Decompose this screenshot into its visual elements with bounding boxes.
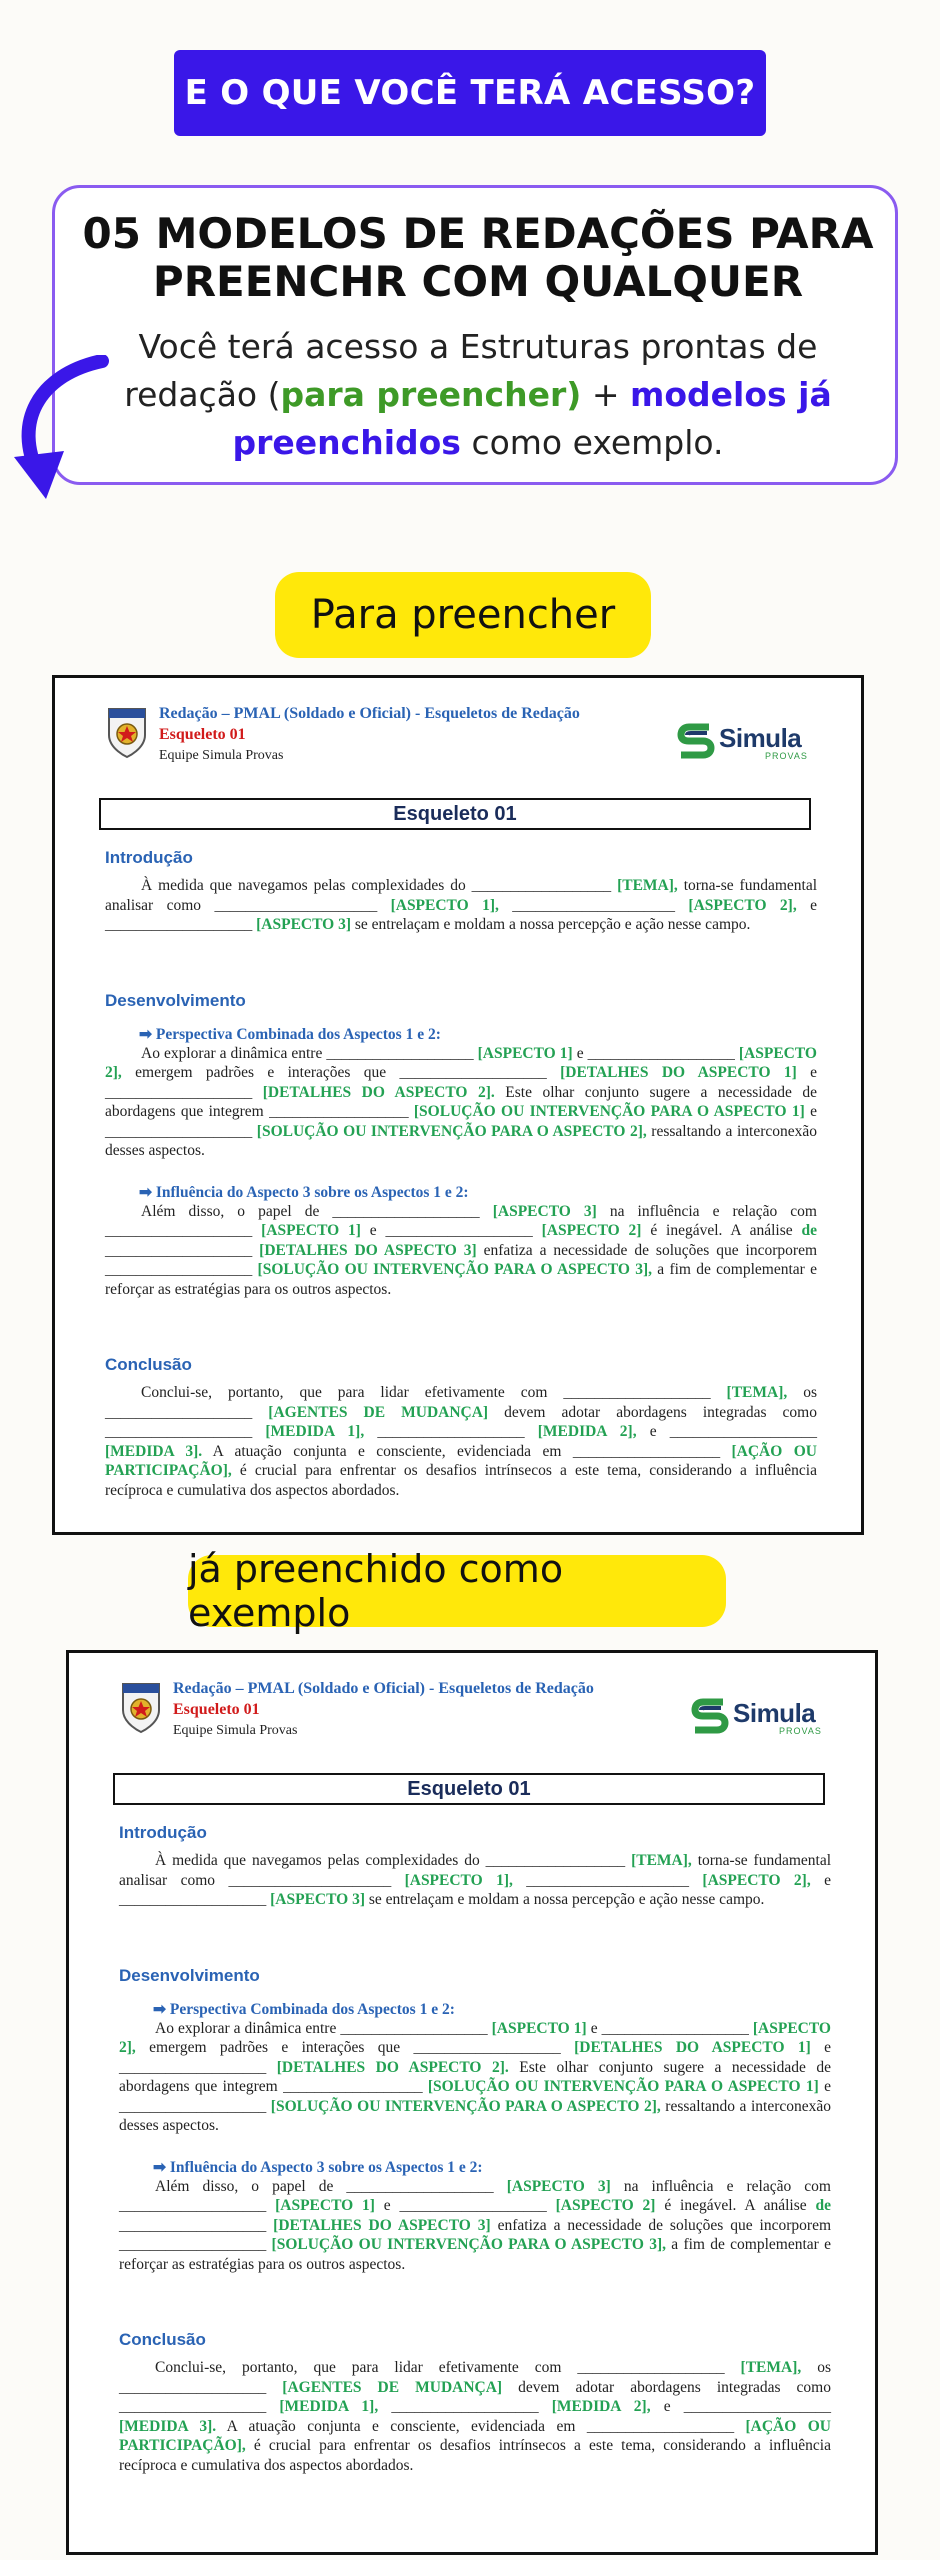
skeleton-title-box: Esqueleto 01 — [113, 1773, 825, 1805]
paragraph-desenvolvimento-1: Ao explorar a dinâmica entre ___________________ [ASPECTO 1] e ___________________ [ASPECTO 2], emergem padrões e interações que ___________________ [DETALHES DO ASPECTO 1] e ___________________ [DETALHES DO ASPECTO 2]. Este olhar conjunto sugere a necessidade de abordagens que integrem __________________ [SOLUÇÃO OU INTERVENÇÃO PARA O ASPECTO 1] e ___________________ [SOLUÇÃO OU INTERVENÇÃO PARA O ASPECTO 2], ressaltando a interconexão desses aspectos. — [105, 1044, 818, 1159]
section-heading-conclusao: Conclusão — [105, 1355, 192, 1374]
section-heading-introducao: Introdução — [105, 848, 193, 867]
section-heading-conclusao: Conclusão — [119, 2330, 206, 2349]
document-body — [105, 703, 817, 1500]
paragraph-introducao: À medida que navegamos pelas complexidades do __________________ [TEMA], torna-se fundamental analisar como _____________________ [ASPECTO 1], _____________________ [ASPECTO 2], e ___________________ [ASPECTO 3] se entrelaçam e moldam a nossa percepção e ação nesse campo. — [119, 1852, 832, 1908]
logo-tag: PROVAS — [765, 751, 808, 761]
paragraph-desenvolvimento-2: Além disso, o papel de ___________________ [ASPECTO 3] na influência e relação com ___________________ [ASPECTO 1] e ___________________ [ASPECTO 2] é inegável. A análise de ___________________ [DETALHES DO ASPECTO 3] enfatiza a necessidade de soluções que incorporem ___________________ [SOLUÇÃO OU INTERVENÇÃO PARA O ASPECTO 3], a fim de complementar e reforçar as estratégias para os outros aspectos. — [105, 1202, 817, 1298]
header-text — [159, 703, 580, 766]
subheading-influencia: ➡ Influência do Aspecto 3 sobre os Aspectos 1 e 2: — [153, 2158, 483, 2176]
header-title: Redação – PMAL (Soldado e Oficial) - Esqueletos de Redação — [159, 705, 580, 722]
header-team: Equipe Simula Provas — [159, 748, 284, 763]
crest-icon — [105, 705, 149, 759]
simula-s-icon — [691, 1696, 729, 1736]
subheading-perspectiva: ➡ Perspectiva Combinada dos Aspectos 1 e 2: — [153, 2000, 455, 2018]
section-heading-introducao: Introdução — [119, 1823, 207, 1842]
curved-arrow-icon — [6, 355, 116, 505]
simula-logo — [677, 721, 807, 765]
intro-title-line2: PREENCHR COM QUALQUER — [152, 257, 804, 306]
document-header — [119, 1678, 831, 1773]
paragraph-conclusao: Conclui-se, portanto, que para lidar efetivamente com ___________________ [TEMA], os ___________________ [AGENTES DE MUDANÇA] devem adotar abordagens integradas como ___________________ [MEDIDA 1], ___________________ [MEDIDA 2], e ___________________ [MEDIDA 3]. A atuação conjunta e consciente, evidenciada em ___________________ [AÇÃO OU PARTICIPAÇÃO], é crucial para enfrentar os desafios intrínsecos a este tema, considerando a influência recíproca e cumulativa dos aspectos abordados. — [119, 2359, 831, 2474]
section-heading-desenvolvimento: Desenvolvimento — [105, 990, 246, 1010]
logo-word: Simula — [719, 723, 802, 753]
skeleton-title-box: Esqueleto 01 — [99, 798, 811, 830]
intro-text-end: como exemplo. — [460, 423, 724, 462]
intro-text-part1: Você terá acesso a Estruturas prontas de redação ( — [124, 327, 818, 414]
paragraph-desenvolvimento-1: Ao explorar a dinâmica entre ___________________ [ASPECTO 1] e ___________________ [ASPECTO 2], emergem padrões e interações que ___________________ [DETALHES DO ASPECTO 1] e ___________________ [DETALHES DO ASPECTO 2]. Este olhar conjunto sugere a necessidade de abordagens que integrem __________________ [SOLUÇÃO OU INTERVENÇÃO PARA O ASPECTO 1] e ___________________ [SOLUÇÃO OU INTERVENÇÃO PARA O ASPECTO 2], ressaltando a interconexão desses aspectos. — [119, 2019, 832, 2134]
section-heading-desenvolvimento: Desenvolvimento — [119, 1965, 260, 1985]
subheading-influencia: ➡ Influência do Aspecto 3 sobre os Aspectos 1 e 2: — [139, 1183, 469, 1201]
intro-text — [95, 323, 861, 467]
header-team: Equipe Simula Provas — [173, 1723, 298, 1738]
simula-s-icon — [677, 721, 715, 761]
pill-para-preencher: Para preencher — [275, 572, 651, 658]
paragraph-conclusao: Conclui-se, portanto, que para lidar efetivamente com ___________________ [TEMA], os ___________________ [AGENTES DE MUDANÇA] devem adotar abordagens integradas como ___________________ [MEDIDA 1], ___________________ [MEDIDA 2], e ___________________ [MEDIDA 3]. A atuação conjunta e consciente, evidenciada em ___________________ [AÇÃO OU PARTICIPAÇÃO], é crucial para enfrentar os desafios intrínsecos a este tema, considerando a influência recíproca e cumulativa dos aspectos abordados. — [105, 1384, 817, 1499]
header-subtitle: Esqueleto 01 — [159, 726, 246, 743]
document-header — [105, 703, 817, 798]
document-page-example — [66, 1650, 878, 2555]
logo-word: Simula — [733, 1698, 816, 1728]
intro-title — [55, 210, 901, 306]
intro-title-line1: 05 MODELOS DE REDAÇÕES PARA — [82, 209, 874, 258]
intro-text-purple: modelos já preenchidos — [232, 375, 832, 462]
header-subtitle: Esqueleto 01 — [173, 1701, 260, 1718]
document-body — [119, 1678, 831, 2475]
intro-card — [52, 185, 898, 485]
pill-ja-preenchido: já preenchido como exemplo — [188, 1555, 726, 1627]
document-page-fill — [52, 675, 864, 1535]
paragraph-desenvolvimento-2: Além disso, o papel de ___________________ [ASPECTO 3] na influência e relação com ___________________ [ASPECTO 1] e ___________________ [ASPECTO 2] é inegável. A análise de ___________________ [DETALHES DO ASPECTO 3] enfatiza a necessidade de soluções que incorporem ___________________ [SOLUÇÃO OU INTERVENÇÃO PARA O ASPECTO 3], a fim de complementar e reforçar as estratégias para os outros aspectos. — [119, 2177, 831, 2273]
header-title: Redação – PMAL (Soldado e Oficial) - Esqueletos de Redação — [173, 1680, 594, 1697]
top-banner: E O QUE VOCÊ TERÁ ACESSO? — [174, 50, 766, 136]
paragraph-introducao: À medida que navegamos pelas complexidades do __________________ [TEMA], torna-se fundamental analisar como _____________________ [ASPECTO 1], _____________________ [ASPECTO 2], e ___________________ [ASPECTO 3] se entrelaçam e moldam a nossa percepção e ação nesse campo. — [105, 877, 818, 933]
simula-logo — [691, 1696, 821, 1740]
logo-tag: PROVAS — [779, 1726, 822, 1736]
subheading-perspectiva: ➡ Perspectiva Combinada dos Aspectos 1 e 2: — [139, 1025, 441, 1043]
crest-icon — [119, 1680, 163, 1734]
intro-text-plus: + — [581, 375, 630, 414]
header-text — [173, 1678, 594, 1741]
intro-text-green: para preencher) — [280, 375, 582, 414]
